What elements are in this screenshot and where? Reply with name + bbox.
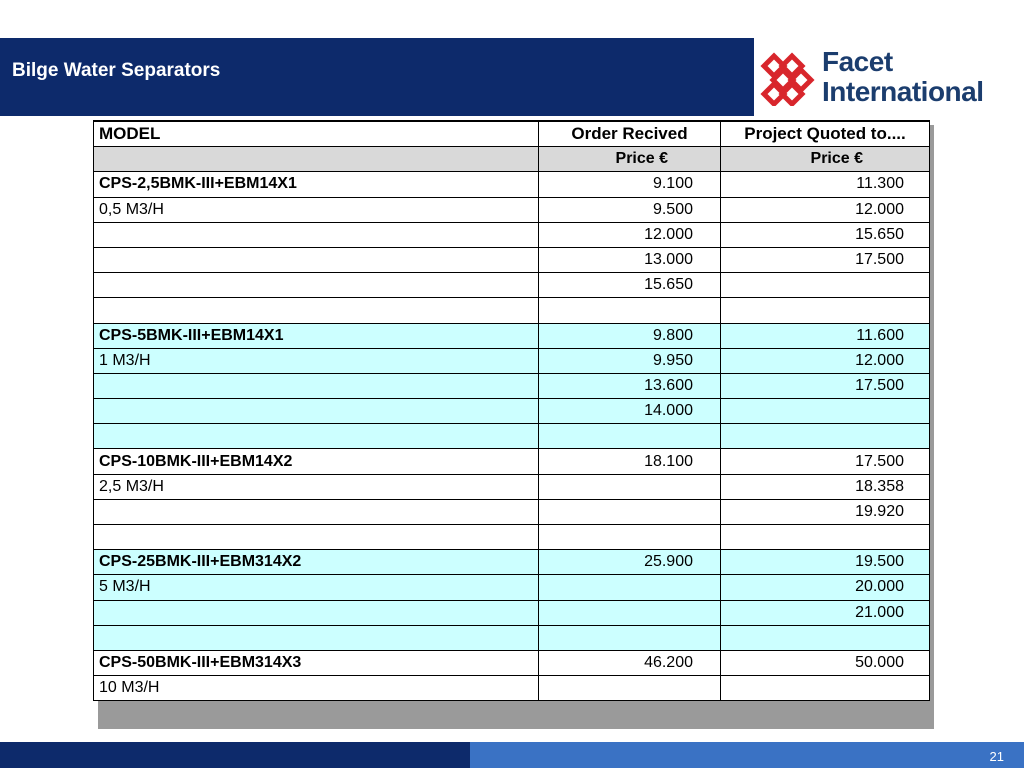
footer-bar-dark	[0, 742, 470, 768]
footer-bar-light	[470, 742, 1024, 768]
quoted-price-cell: 50.000	[721, 650, 930, 675]
logo-word-facet: Facet	[822, 46, 893, 77]
order-price-cell	[539, 625, 721, 650]
table-row	[94, 474, 930, 499]
model-cell	[94, 273, 539, 298]
table-row	[94, 197, 930, 222]
table-row	[94, 575, 930, 600]
quoted-price-cell: 11.300	[721, 172, 930, 197]
order-price-cell: 13.600	[539, 373, 721, 398]
table-row	[94, 172, 930, 197]
model-cell: CPS-5BMK-III+EBM14X1	[94, 323, 539, 348]
table-row	[94, 650, 930, 675]
model-cell: CPS-2,5BMK-III+EBM14X1	[94, 172, 539, 197]
order-price-cell	[539, 474, 721, 499]
header-order-received: Order Recived	[539, 121, 721, 147]
model-cell: 10 M3/H	[94, 676, 539, 701]
order-price-cell	[539, 600, 721, 625]
order-price-cell: 9.800	[539, 323, 721, 348]
table-row	[94, 348, 930, 373]
order-price-cell	[539, 298, 721, 323]
quoted-price-cell: 19.500	[721, 550, 930, 575]
quoted-price-cell	[721, 399, 930, 424]
table-row	[94, 247, 930, 272]
model-cell	[94, 525, 539, 550]
price-table	[93, 120, 930, 701]
table-row	[94, 323, 930, 348]
slide-title: Bilge Water Separators	[12, 60, 221, 81]
table-row	[94, 273, 930, 298]
table-row	[94, 550, 930, 575]
page-number: 21	[989, 749, 1004, 764]
model-cell	[94, 399, 539, 424]
quoted-price-cell: 18.358	[721, 474, 930, 499]
logo-word-international: International	[822, 76, 984, 107]
model-cell	[94, 625, 539, 650]
quoted-price-cell: 19.920	[721, 499, 930, 524]
model-cell: CPS-25BMK-III+EBM314X2	[94, 550, 539, 575]
model-cell: 0,5 M3/H	[94, 197, 539, 222]
table-row	[94, 525, 930, 550]
table-header-row	[94, 121, 930, 147]
order-price-cell	[539, 499, 721, 524]
quoted-price-cell	[721, 424, 930, 449]
model-cell: 5 M3/H	[94, 575, 539, 600]
order-price-cell	[539, 676, 721, 701]
subheader-order-price: Price €	[539, 147, 721, 172]
order-price-cell: 14.000	[539, 399, 721, 424]
order-price-cell: 13.000	[539, 247, 721, 272]
order-price-cell: 18.100	[539, 449, 721, 474]
order-price-cell: 25.900	[539, 550, 721, 575]
quoted-price-cell: 17.500	[721, 373, 930, 398]
model-cell: CPS-10BMK-III+EBM14X2	[94, 449, 539, 474]
quoted-price-cell: 12.000	[721, 197, 930, 222]
table-row	[94, 676, 930, 701]
model-cell	[94, 373, 539, 398]
order-price-cell: 9.500	[539, 197, 721, 222]
quoted-price-cell: 20.000	[721, 575, 930, 600]
model-cell	[94, 600, 539, 625]
quoted-price-cell	[721, 525, 930, 550]
table-row	[94, 625, 930, 650]
quoted-price-cell: 12.000	[721, 348, 930, 373]
quoted-price-cell: 17.500	[721, 449, 930, 474]
model-cell	[94, 222, 539, 247]
header-model: MODEL	[94, 121, 539, 147]
model-cell: 1 M3/H	[94, 348, 539, 373]
quoted-price-cell	[721, 676, 930, 701]
order-price-cell	[539, 525, 721, 550]
quoted-price-cell: 17.500	[721, 247, 930, 272]
order-price-cell: 15.650	[539, 273, 721, 298]
quoted-price-cell	[721, 625, 930, 650]
facet-logo-mark-icon	[760, 50, 820, 106]
order-price-cell	[539, 575, 721, 600]
quoted-price-cell	[721, 298, 930, 323]
model-cell	[94, 298, 539, 323]
model-cell: 2,5 M3/H	[94, 474, 539, 499]
order-price-cell: 12.000	[539, 222, 721, 247]
model-cell: CPS-50BMK-III+EBM314X3	[94, 650, 539, 675]
model-cell	[94, 424, 539, 449]
table-row	[94, 600, 930, 625]
table-row	[94, 298, 930, 323]
table-subheader-row	[94, 147, 930, 172]
order-price-cell: 9.950	[539, 348, 721, 373]
subheader-quoted-price: Price €	[721, 147, 930, 172]
quoted-price-cell: 15.650	[721, 222, 930, 247]
table-row	[94, 424, 930, 449]
order-price-cell: 46.200	[539, 650, 721, 675]
table-row	[94, 399, 930, 424]
table-row	[94, 373, 930, 398]
table-row	[94, 499, 930, 524]
quoted-price-cell	[721, 273, 930, 298]
table-row	[94, 449, 930, 474]
model-cell	[94, 247, 539, 272]
header-project-quoted: Project Quoted to....	[721, 121, 930, 147]
model-cell	[94, 499, 539, 524]
title-bar	[0, 38, 754, 116]
table-row	[94, 222, 930, 247]
order-price-cell	[539, 424, 721, 449]
quoted-price-cell: 11.600	[721, 323, 930, 348]
quoted-price-cell: 21.000	[721, 600, 930, 625]
facet-international-logo	[760, 46, 1005, 110]
subheader-model	[94, 147, 539, 172]
order-price-cell: 9.100	[539, 172, 721, 197]
